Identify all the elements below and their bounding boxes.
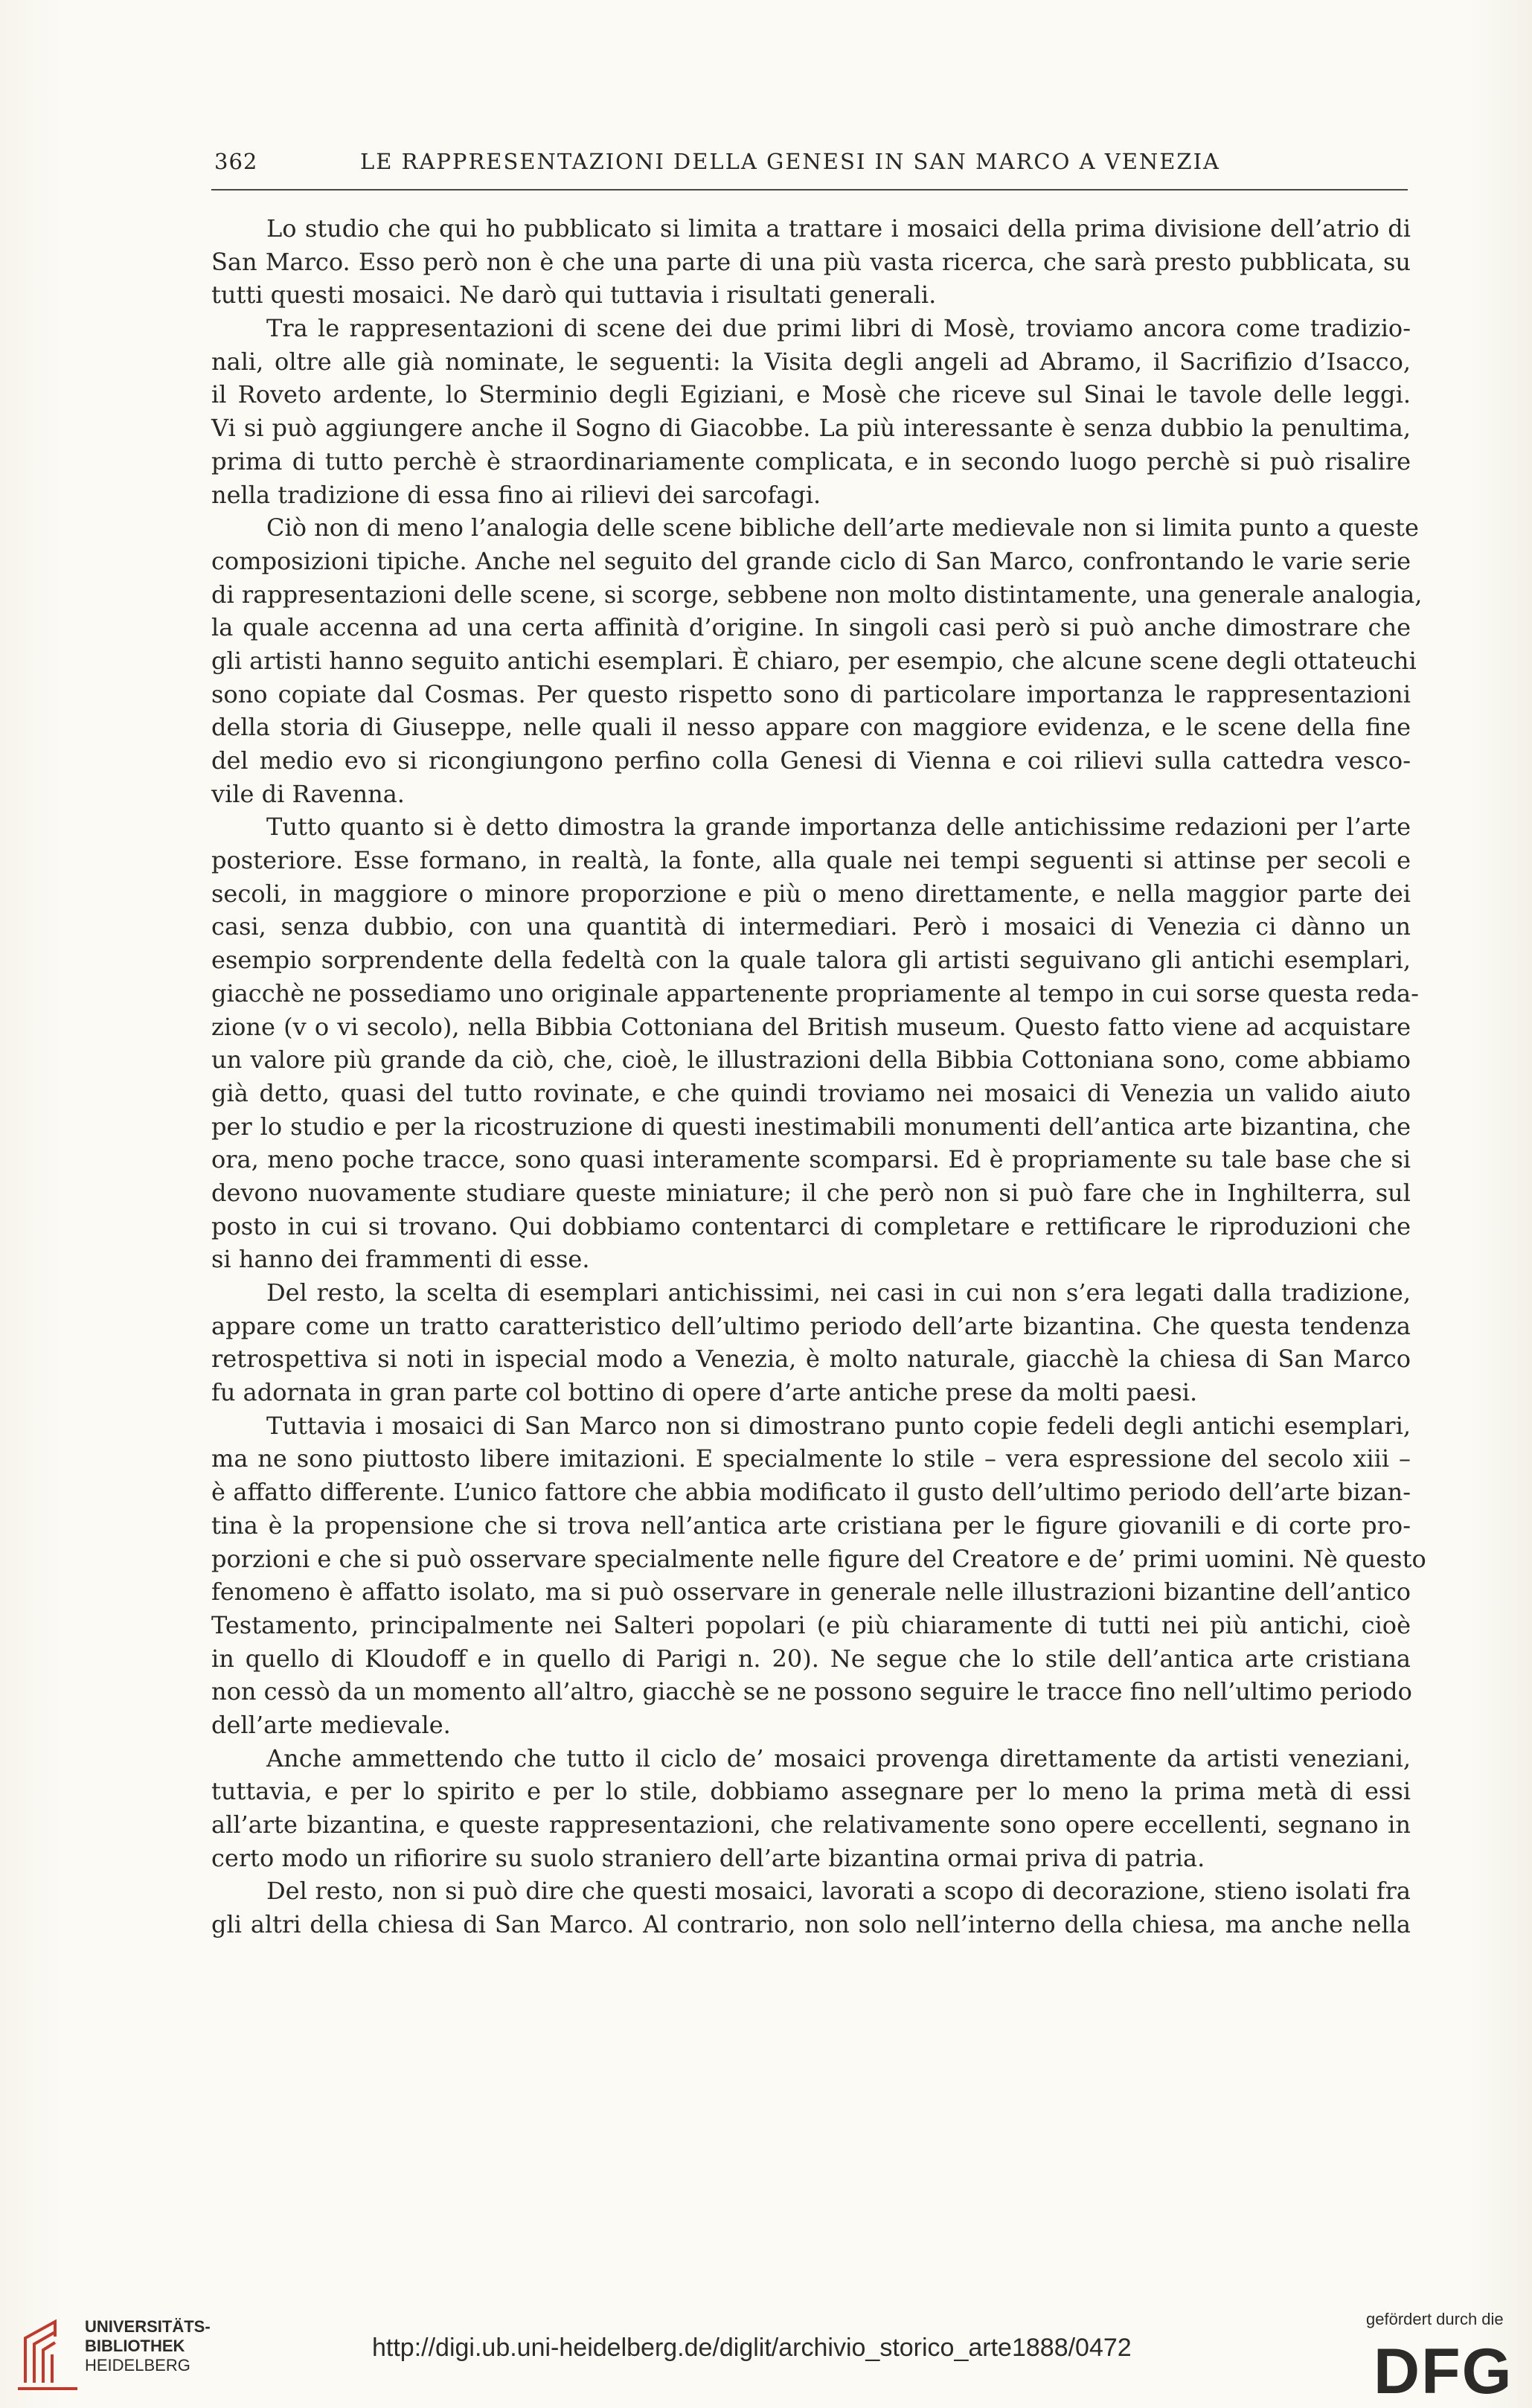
text-line: Vi si può aggiungere anche il Sogno di Giacobbe. La più interessante è senza dubbio la penultima, (211, 414, 1411, 443)
library-name-line: UNIVERSITÄTS- (85, 2317, 211, 2336)
text-line: San Marco. Esso però non è che una parte di una più vasta ricerca, che sarà presto pubblicata, su (211, 247, 1411, 276)
text-line: posto in cui si trovano. Qui dobbiamo contentarci di completare e rettificare le riproduzioni che (211, 1211, 1411, 1240)
text-line: è affatto differente. L’unico fattore che abbia modificato il gusto dell’ultimo periodo dell’arte bizan- (211, 1478, 1411, 1507)
library-name-line: HEIDELBERG (85, 2356, 190, 2375)
text-line: nali, oltre alle già nominate, le seguenti: la Visita degli angeli ad Abramo, il Sacrifizio d’Isacco, (211, 347, 1411, 376)
text-line: sono copiate dal Cosmas. Per questo rispetto sono di particolare importanza le rappresentazioni (211, 679, 1411, 708)
text-line: zione (v o vi secolo), nella Bibbia Cottoniana del British museum. Questo fatto viene ad acquistare (211, 1012, 1411, 1041)
running-title: LE RAPPRESENTAZIONI DELLA GENESI IN SAN MARCO A VENEZIA (360, 149, 1220, 174)
text-line: un valore più grande da ciò, che, cioè, le illustrazioni della Bibbia Cottoniana sono, come abbiamo (211, 1046, 1411, 1075)
text-line: fenomeno è affatto isolato, ma si può osservare in generale nelle illustrazioni bizantine dell’antico (211, 1578, 1411, 1607)
text-line: del medio evo si ricongiungono perfino colla Genesi di Vienna e coi rilievi sulla cattedra vesco- (211, 746, 1411, 775)
text-line: retrospettiva si noti in ispecial modo a Venezia, è molto naturale, giacchè la chiesa di San Marco (211, 1345, 1411, 1374)
text-line: vile di Ravenna. (211, 779, 405, 808)
text-line: ma ne sono piuttosto libere imitazioni. E specialmente lo stile – vera espressione del secolo xiii – (211, 1444, 1411, 1473)
text-line: si hanno dei frammenti di esse. (211, 1245, 590, 1274)
library-name (85, 2317, 211, 2375)
body-text (211, 212, 1426, 1941)
text-line: composizioni tipiche. Anche nel seguito del grande ciclo di San Marco, confrontando le varie serie (211, 546, 1411, 575)
text-line: tina è la propensione che si trova nell’antica arte cristiana per le figure giovanili e di corte pro- (211, 1511, 1411, 1540)
text-line: esempio sorprendente della fedeltà con la quale talora gli artisti seguivano gli antichi esemplari, (211, 946, 1411, 975)
text-line: tuttavia, e per lo spirito e per lo stile, dobbiamo assegnare per lo meno la prima metà di essi (211, 1777, 1411, 1806)
text-line: di rappresentazioni delle scene, si scorge, sebbene non molto distintamente, una generale analogia, (211, 580, 1423, 609)
text-line: Anche ammettendo che tutto il ciclo de’ mosaici provenga direttamente da artisti veneziani, (266, 1743, 1411, 1773)
text-line: gli artisti hanno seguito antichi esemplari. È chiaro, per esempio, che alcune scene degli ottateuchi (211, 646, 1417, 675)
text-line: prima di tutto perchè è straordinariamente complicata, e in secondo luogo perchè si può risalire (211, 446, 1411, 475)
text-line: Tutto quanto si è detto dimostra la grande importanza delle antichissime redazioni per l’arte (266, 813, 1411, 842)
text-line: già detto, quasi del tutto rovinate, e che quindi troviamo nei mosaici di Venezia un valido aiuto (211, 1078, 1411, 1107)
svg-text:DFG: DFG (1374, 2336, 1513, 2402)
text-line: Lo studio che qui ho pubblicato si limita a trattare i mosaici della prima divisione dell’atrio di (266, 214, 1411, 243)
header-rule (211, 189, 1408, 190)
text-line: nella tradizione di essa fino ai rilievi dei sarcofagi. (211, 480, 821, 509)
text-line: devono nuovamente studiare queste miniature; il che però non si può fare che in Inghilterra, sul (211, 1178, 1411, 1207)
text-line: la quale accenna ad una certa affinità d’origine. In singoli casi però si può anche dimostrare che (211, 613, 1411, 642)
text-line: all’arte bizantina, e queste rappresentazioni, che relativamente sono opere eccellenti, segnano in (211, 1810, 1411, 1839)
text-line: fu adornata in gran parte col bottino di opere d’arte antiche prese da molti paesi. (211, 1378, 1198, 1407)
text-line: Del resto, non si può dire che questi mosaici, lavorati a scopo di decorazione, stieno isolati fra (266, 1877, 1411, 1906)
text-line: Del resto, la scelta di esemplari antichissimi, nei casi in cui non s’era legati dalla tradizione, (266, 1278, 1411, 1307)
text-line: casi, senza dubbio, con una quantità di intermediari. Però i mosaici di Venezia ci dànno un (211, 912, 1411, 941)
text-line: gli altri della chiesa di San Marco. Al contrario, non solo nell’interno della chiesa, ma anche nella (211, 1910, 1411, 1939)
text-line: Tra le rappresentazioni di scene dei due primi libri di Mosè, troviamo ancora come tradizio- (266, 314, 1411, 343)
running-header (211, 146, 1408, 183)
text-line: certo modo un rifiorire su suolo straniero dell’arte bizantina ormai priva di patria. (211, 1843, 1205, 1872)
library-name-line: BIBLIOTHEK (85, 2337, 185, 2355)
dfg-logo-icon (1369, 2335, 1518, 2402)
text-line: Testamento, principalmente nei Salteri popolari (e più chiaramente di tutti nei più antichi, cioè (211, 1610, 1411, 1639)
funding-text: gefördert durch die (1366, 2310, 1504, 2328)
text-line: in quello di Kloudoff e in quello di Parigi n. 20). Ne segue che lo stile dell’antica arte cristiana (211, 1644, 1411, 1673)
text-line: Tuttavia i mosaici di San Marco non si dimostrano punto copie fedeli degli antichi esemplari, (266, 1411, 1411, 1440)
page-number: 362 (214, 149, 258, 174)
text-line: appare come un tratto caratteristico dell’ultimo periodo dell’arte bizantina. Che questa tendenza (211, 1311, 1411, 1340)
text-line: non cessò da un momento all’altro, giacchè se ne possono seguire le tracce fino nell’ultimo periodo (211, 1677, 1412, 1706)
source-url-link[interactable]: http://digi.ub.uni-heidelberg.de/diglit/archivio_storico_arte1888/0472 (372, 2334, 1132, 2362)
text-line: Ciò non di meno l’analogia delle scene bibliche dell’arte medievale non si limita punto a queste (266, 513, 1419, 542)
text-line: della storia di Giuseppe, nelle quali il nesso appare con maggiore evidenza, e le scene della fine (211, 713, 1411, 742)
text-line: il Roveto ardente, lo Sterminio degli Egiziani, e Mosè che riceve sul Sinai le tavole delle leggi. (211, 380, 1411, 409)
digitization-footer (0, 2292, 1532, 2408)
text-line: per lo studio e per la ricostruzione di questi inestimabili monumenti dell’antica arte bizantina, che (211, 1112, 1411, 1141)
text-line: porzioni e che si può osservare specialmente nelle figure del Creatore e de’ primi uomini. Nè questo (211, 1544, 1426, 1573)
text-line: tutti questi mosaici. Ne darò qui tuttavia i risultati generali. (211, 281, 937, 310)
text-line: posteriore. Esse formano, in realtà, la fonte, alla quale nei tempi seguenti si attinse per secoli e (211, 846, 1411, 875)
text-line: ora, meno poche tracce, sono quasi interamente scomparsi. Ed è propriamente su tale base che si (211, 1145, 1411, 1174)
text-line: giacchè ne possediamo uno originale appartenente propriamente al tempo in cui sorse questa reda- (211, 979, 1419, 1008)
text-line: dell’arte medievale. (211, 1710, 451, 1739)
text-line: secoli, in maggiore o minore proporzione e più o meno direttamente, e nella maggior parte dei (211, 879, 1411, 908)
